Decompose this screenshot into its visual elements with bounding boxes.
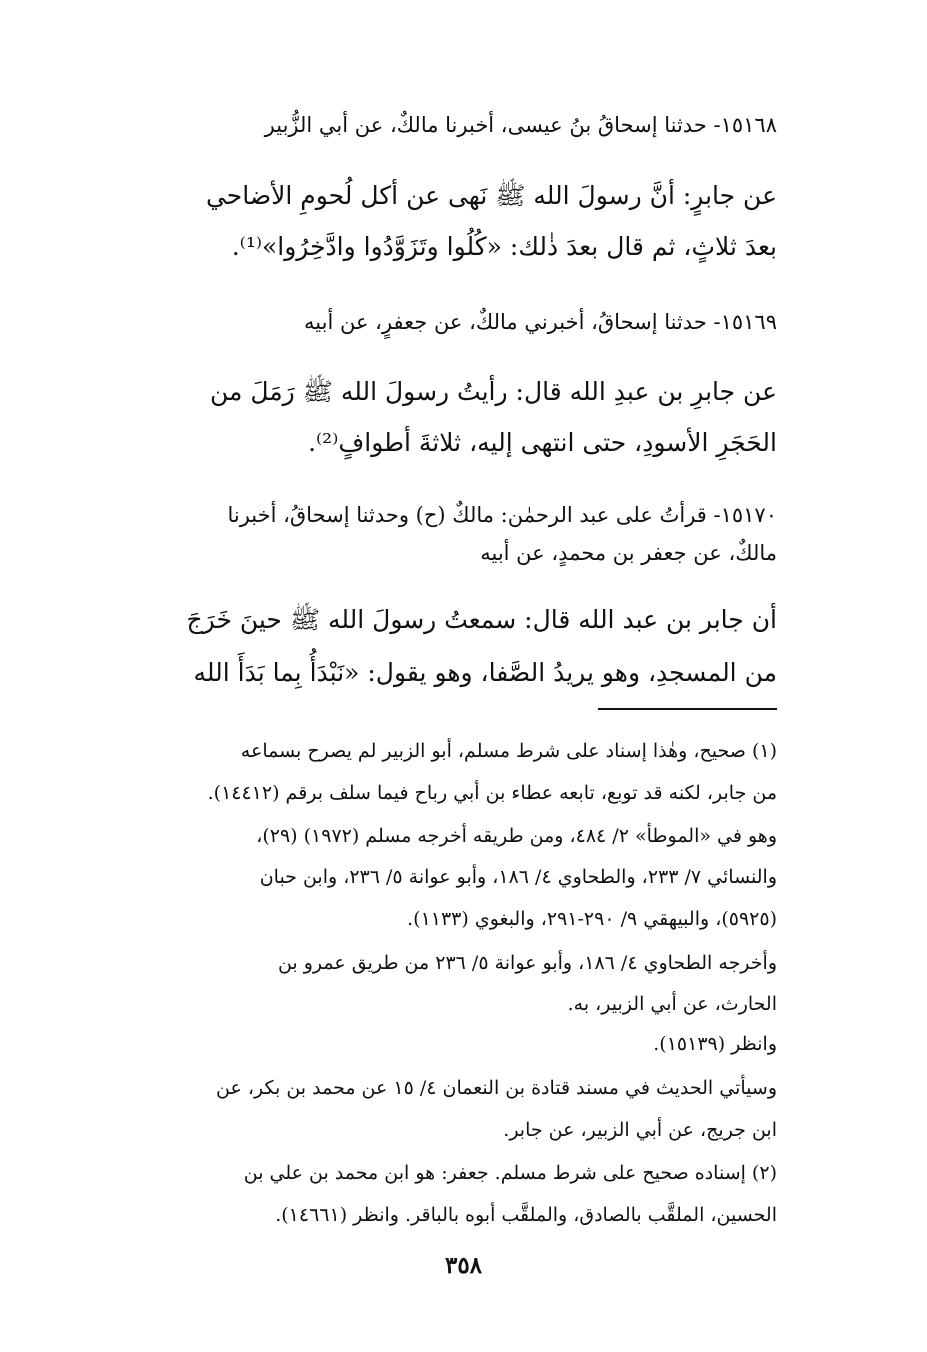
- footnote-2-line-1: (٢) إسناده صحيح على شرط مسلم. جعفر: هو ابن محمد بن علي بن: [243, 1162, 777, 1184]
- footnote-1-line-7: الحارث، عن أبي الزبير، به.: [567, 993, 777, 1015]
- footnote-1-line-5: (٥٩٢٥)، والبيهقي ٩/ ٢٩٠-٢٩١، والبغوي (١١٣٣).: [407, 908, 777, 930]
- hadith-15170-matn-line-1: أن جابر بن عبد الله قال: سمعتُ رسولَ الله ﷺ حينَ خَرَجَ: [186, 605, 777, 634]
- hadith-15170-chain-line-1: ١٥١٧٠- قرأتُ على عبد الرحمٰن: مالكٌ (ح) وحدثنا إسحاقُ، أخبرنا: [227, 503, 777, 527]
- footnote-1-line-1: (١) صحيح، وهٰذا إسناد على شرط مسلم، أبو الزبير لم يصرح بسماعه: [240, 740, 777, 762]
- hadith-15168-chain: ١٥١٦٨- حدثنا إسحاقُ بنُ عيسى، أخبرنا مالكٌ، عن أبي الزُّبير: [264, 113, 777, 137]
- footnote-1-line-9: وسيأتي الحديث في مسند قتادة بن النعمان ٤/ ١٥ عن محمد بن بكر، عن: [216, 1077, 777, 1099]
- hadith-15169-chain: ١٥١٦٩- حدثنا إسحاقُ، أخبرني مالكٌ، عن جعفرٍ، عن أبيه: [304, 310, 777, 334]
- footnote-1-line-8: وانظر (١٥١٣٩).: [653, 1033, 777, 1055]
- hadith-15169-matn-line-2: الحَجَرِ الأسودِ، حتى انتهى إليه، ثلاثةَ أطوافٍ⁽²⁾.: [308, 428, 777, 457]
- footnote-2-line-2: الحسين، الملقَّب بالصادق، والملقَّب أبوه بالباقر. وانظر (١٤٦٦١).: [275, 1204, 777, 1226]
- hadith-15168-matn-line-1: عن جابرٍ: أنَّ رسولَ الله ﷺ نَهى عن أكل لُحومِ الأضاحي: [205, 181, 777, 210]
- footnote-1-line-2: من جابر، لكنه قد توبع، تابعه عطاء بن أبي رباح فيما سلف برقم (١٤٤١٢).: [207, 782, 777, 804]
- footnote-1-line-3: وهو في «الموطأ» ٢/ ٤٨٤، ومن طريقه أخرجه مسلم (١٩٧٢) (٢٩)،: [256, 825, 777, 847]
- footnote-separator: [598, 708, 777, 710]
- hadith-15170-matn-line-2: من المسجدِ، وهو يريدُ الصَّفا، وهو يقول: «نَبْدَأُ بِما بَدَأَ الله: [193, 658, 777, 687]
- hadith-15168-matn-line-2: بعدَ ثلاثٍ، ثم قال بعدَ ذٰلك: «كُلُوا وتَزَوَّدُوا وادَّخِرُوا»⁽¹⁾.: [231, 232, 777, 261]
- page-number: ٣٥٨: [444, 1252, 483, 1279]
- footnote-1-line-4: والنسائي ٧/ ٢٣٣، والطحاوي ٤/ ١٨٦، وأبو عوانة ٥/ ٢٣٦، وابن حبان: [259, 866, 777, 888]
- hadith-15169-matn-line-1: عن جابرِ بن عبدِ الله قال: رأيتُ رسولَ الله ﷺ رَمَلَ من: [209, 377, 777, 406]
- hadith-15170-chain-line-2: مالكٌ، عن جعفر بن محمدٍ، عن أبيه: [480, 541, 777, 565]
- footnote-1-line-10: ابن جريج، عن أبي الزبير، عن جابر.: [503, 1119, 777, 1141]
- footnote-1-line-6: وأخرجه الطحاوي ٤/ ١٨٦، وأبو عوانة ٥/ ٢٣٦ من طريق عمرو بن: [277, 952, 777, 974]
